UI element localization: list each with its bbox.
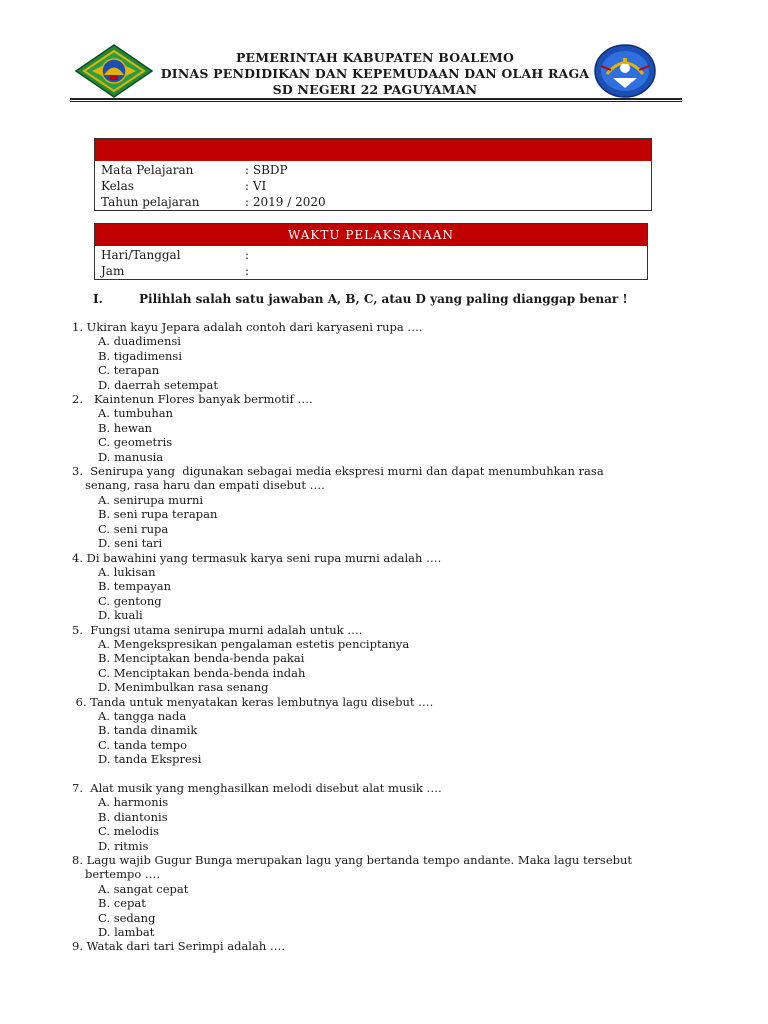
answer-option: D. daerrah setempat xyxy=(98,377,218,392)
answer-option: C. seni rupa xyxy=(98,521,169,536)
question-text: 1. Ukiran kayu Jepara adalah contoh dari karyaseni rupa …. xyxy=(72,320,423,334)
answer-option: C. melodis xyxy=(98,824,159,839)
question-item xyxy=(72,695,682,781)
question-text: 4. Di bawahini yang termasuk karya seni rupa murni adalah …. xyxy=(72,550,442,565)
header-divider xyxy=(70,98,682,100)
answer-option: D. seni tari xyxy=(98,536,163,551)
answer-option: A. sangat cepat xyxy=(98,881,189,896)
question-item xyxy=(72,392,682,464)
answer-option: B. seni rupa terapan xyxy=(98,507,218,522)
info-row xyxy=(95,194,651,210)
answer-option: B. hewan xyxy=(98,420,153,435)
schedule-row xyxy=(95,263,647,279)
info-value: : SBDP xyxy=(245,163,288,177)
info-value: : VI xyxy=(245,179,267,193)
question-item xyxy=(72,853,682,939)
info-row xyxy=(95,178,651,194)
answer-option: C. Menciptakan benda-benda indah xyxy=(98,665,306,680)
info-label: Kelas xyxy=(101,179,134,193)
answer-option: A. duadimensi xyxy=(98,334,181,349)
answer-option: D. ritmis xyxy=(98,838,149,853)
schedule-value: : xyxy=(245,264,250,278)
answer-option: A. tumbuhan xyxy=(98,406,173,421)
answer-option: C. terapan xyxy=(98,363,160,378)
letterhead xyxy=(70,40,682,100)
section-instruction-text: Pilihlah salah satu jawaban A, B, C, atau D yang paling dianggap benar ! xyxy=(139,292,628,306)
question-text: 9. Watak dari tari Serimpi adalah …. xyxy=(72,939,286,954)
question-text-continued: senang, rasa haru dan empati disebut …. xyxy=(85,478,325,493)
question-text: 5. Fungsi utama senirupa murni adalah untuk …. xyxy=(72,622,363,637)
answer-option: A. Mengekspresikan pengalaman estetis penciptanya xyxy=(98,636,410,651)
answer-option: B. tempayan xyxy=(98,579,172,594)
answer-option: C. geometris xyxy=(98,435,173,450)
header-line-3: SD NEGERI 22 PAGUYAMAN xyxy=(272,82,478,97)
answer-option: D. kuali xyxy=(98,608,143,623)
question-text: 2. Kaintenun Flores banyak bermotif …. xyxy=(72,392,313,407)
schedule-label: Hari/Tanggal xyxy=(101,248,181,262)
regency-emblem-icon xyxy=(74,44,154,98)
question-text: 8. Lagu wajib Gugur Bunga merupakan lagu yang bertanda tempo andante. Maka lagu tersebut xyxy=(72,853,633,868)
question-item xyxy=(72,464,682,550)
section-number: I. xyxy=(93,292,103,306)
info-label: Mata Pelajaran xyxy=(101,163,194,177)
answer-option: B. Menciptakan benda-benda pakai xyxy=(98,651,305,666)
answer-option: C. gentong xyxy=(98,593,162,608)
answer-option: B. tanda dinamik xyxy=(98,723,198,738)
subject-info-header-bar xyxy=(95,139,651,161)
info-row xyxy=(95,162,651,178)
answer-option: A. harmonis xyxy=(98,795,169,810)
question-item xyxy=(72,939,682,953)
answer-option: C. sedang xyxy=(98,910,156,925)
answer-option: D. manusia xyxy=(98,449,164,464)
question-text-continued: bertempo …. xyxy=(85,867,161,882)
schedule-value: : xyxy=(245,248,250,262)
answer-option: D. tanda Ekspresi xyxy=(98,752,202,767)
question-list xyxy=(72,320,682,954)
answer-option: A. tangga nada xyxy=(98,708,187,723)
answer-option: A. senirupa murni xyxy=(98,492,204,507)
info-value: : 2019 / 2020 xyxy=(245,195,326,209)
answer-option: C. tanda tempo xyxy=(98,737,188,752)
question-item xyxy=(72,320,682,392)
header-line-1: PEMERINTAH KABUPATEN BOALEMO xyxy=(235,50,515,65)
answer-option: B. diantonis xyxy=(98,809,168,824)
question-text: 7. Alat musik yang menghasilkan melodi disebut alat musik …. xyxy=(72,780,442,795)
info-label: Tahun pelajaran xyxy=(101,195,200,209)
header-divider-thin xyxy=(70,101,682,102)
answer-option: D. lambat xyxy=(98,925,155,940)
answer-option: B. cepat xyxy=(98,896,146,911)
subject-info-box xyxy=(94,138,652,211)
schedule-label: Jam xyxy=(101,264,125,278)
header-line-2: DINAS PENDIDIKAN DAN KEPEMUDAAN DAN OLAH RAGA xyxy=(160,66,590,81)
blank-line xyxy=(72,767,682,781)
answer-option: B. tigadimensi xyxy=(98,348,183,363)
answer-option: D. Menimbulkan rasa senang xyxy=(98,680,269,695)
schedule-row xyxy=(95,247,647,263)
schedule-box xyxy=(94,223,648,280)
question-item xyxy=(72,551,682,623)
schedule-title: WAKTU PELAKSANAAN xyxy=(95,224,647,246)
tut-wuri-handayani-emblem-icon xyxy=(593,44,657,98)
question-item xyxy=(72,623,682,695)
question-text: 3. Senirupa yang digunakan sebagai media ekspresi murni dan dapat menumbuhkan rasa xyxy=(72,464,604,479)
question-text: 6. Tanda untuk menyatakan keras lembutnya lagu disebut …. xyxy=(72,694,434,709)
question-item xyxy=(72,781,682,853)
answer-option: A. lukisan xyxy=(98,564,156,579)
